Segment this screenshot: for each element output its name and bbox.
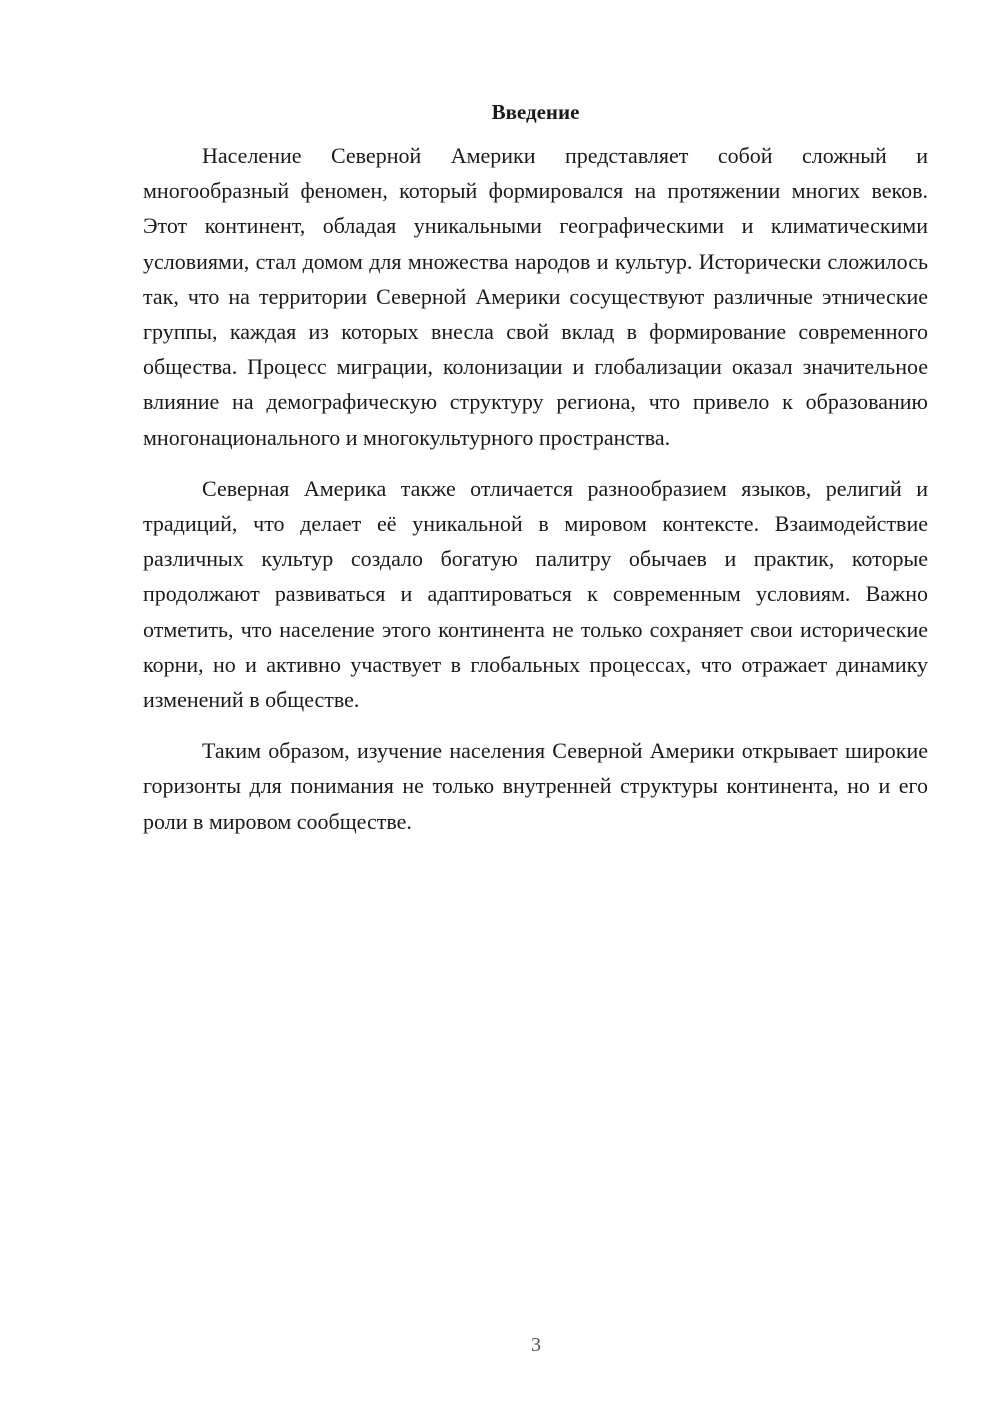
page-number: 3 bbox=[531, 1334, 541, 1356]
document-body bbox=[143, 96, 928, 855]
paragraph-2: Северная Америка также отличается разнообразием языков, религий и традиций, что делает её уникальной в мировом контексте. Взаимодействие различных культур создало богатую палитру обычаев и практик, которые продолжают развиваться и адаптироваться к современным условиям. Важно отметить, что население этого континента не только сохраняет свои исторические корни, но и активно участвует в глобальных процессах, что отражает динамику изменений в обществе. bbox=[143, 475, 928, 713]
section-title: Введение bbox=[491, 100, 580, 124]
paragraph-3: Таким образом, изучение населения Северной Америки открывает широкие горизонты для понимания не только внутренней структуры континента, но и его роли в мировом сообществе. bbox=[143, 738, 928, 834]
paragraph-1: Население Северной Америки представляет собой сложный и многообразный феномен, который формировался на протяжении многих веков. Этот континент, обладая уникальными географическими и климатическими условиями, стал домом для множества народов и культур. Исторически сложилось так, что на территории Северной Америки сосуществуют различные этнические группы, каждая из которых внесла свой вклад в формирование современного общества. Процесс миграции, колонизации и глобализации оказал значительное влияние на демографическую структуру региона, что привело к образованию многонационального и многокультурного пространства. bbox=[143, 143, 928, 450]
